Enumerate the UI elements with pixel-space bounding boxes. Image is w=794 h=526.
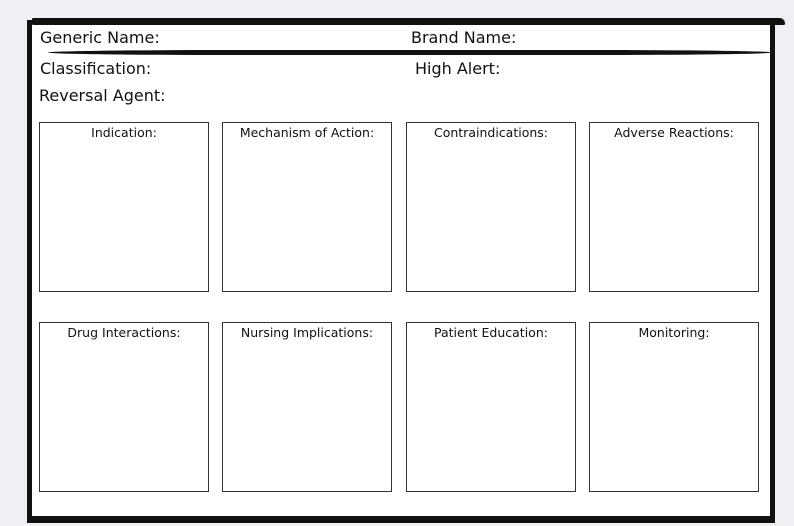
patient-education-box — [406, 322, 576, 492]
nursing-implications-label: Nursing Implications: — [240, 325, 374, 340]
mechanism-of-action-box — [222, 122, 392, 292]
contraindications-label: Contraindications: — [433, 125, 548, 140]
drug-card — [27, 20, 775, 523]
contraindications-box — [406, 122, 576, 292]
adverse-reactions-label: Adverse Reactions: — [614, 125, 734, 140]
nursing-implications-box — [222, 322, 392, 492]
card-top-border — [32, 18, 785, 25]
drug-interactions-label: Drug Interactions: — [67, 325, 181, 340]
adverse-reactions-box — [589, 122, 759, 292]
high-alert-label: High Alert: — [415, 59, 501, 78]
classification-label: Classification: — [40, 59, 152, 78]
indication-label: Indication: — [91, 125, 157, 140]
indication-box — [39, 122, 209, 292]
drug-interactions-box — [39, 322, 209, 492]
mechanism-of-action-label: Mechanism of Action: — [239, 125, 375, 140]
header-divider — [48, 50, 772, 55]
monitoring-box — [589, 322, 759, 492]
generic-name-label: Generic Name: — [40, 28, 160, 47]
reversal-agent-label: Reversal Agent: — [39, 86, 166, 105]
brand-name-label: Brand Name: — [411, 28, 517, 47]
monitoring-label: Monitoring: — [638, 325, 710, 340]
patient-education-label: Patient Education: — [434, 325, 548, 340]
